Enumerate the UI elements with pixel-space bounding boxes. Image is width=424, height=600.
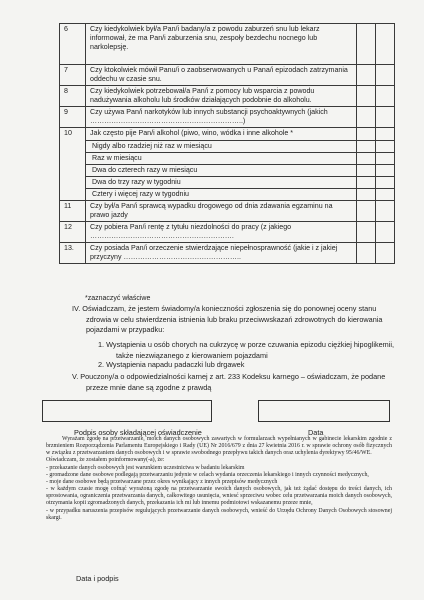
gdpr-paragraph: - moje dane osobowe będą przetwarzane przez okres wynikający z innych przepisów medycznych	[46, 478, 278, 485]
question-text: Jak często pije Pan/i alkohol (piwo, wino, wódka i inne alkohole *	[86, 128, 357, 141]
table-row	[60, 189, 395, 201]
declaration-item-text: 2. Wystąpienia napadu padaczki lub drgawek	[98, 360, 245, 369]
answer-cell	[357, 222, 376, 243]
table-row	[60, 153, 395, 165]
question-number: 7	[60, 65, 86, 86]
answer-cell	[357, 65, 376, 86]
answer-cell	[376, 177, 395, 189]
gdpr-paragraph: - przekazanie danych osobowych jest warunkiem uczestnictwa w badaniu lekarskim	[46, 464, 245, 471]
answer-cell	[376, 189, 395, 201]
date-and-signature-label: Data i podpis	[76, 574, 119, 583]
gdpr-paragraph: - w przypadku naruszenia przepisów regulujących przetwarzanie danych osobowych, wnieść do Urzędu Ochrony Danych Osobowych stosownej skargi.	[46, 507, 392, 521]
gdpr-paragraph: Wyrażam zgodę na przetwarzanie, moich danych osobowych zawartych w formularzach wypełnianych w gabinecie lekarskim zgodnie z brzmieniem Rozporządzenia Parlamentu Europejskiego i Rady (UE) Nr 2016/679 z dnia 27 kwietnia 2016 r. w sprawie ochrony osób fizycznych w związku z przetwarzaniem danych osobowych i w sprawie swobodnego przepływu takich danych oraz uchylenia dyrektywy 95/46/WE.	[46, 436, 392, 457]
answer-cell	[357, 165, 376, 177]
table-row	[60, 86, 395, 107]
answer-cell	[357, 141, 376, 153]
answer-cell	[357, 24, 376, 65]
answer-cell	[376, 24, 395, 65]
answer-option: Raz w miesiącu	[86, 153, 357, 165]
signature-field[interactable]	[42, 400, 212, 422]
question-number: 12	[60, 222, 86, 243]
date-label: Data	[308, 428, 324, 437]
answer-option: Nigdy albo rzadziej niż raz w miesiącu	[86, 141, 357, 153]
table-row	[60, 177, 395, 189]
declaration-item-text: 1. Wystąpienia u osób chorych na cukrzycę w porze czuwania epizodu ciężkiej hipoglikemii,	[98, 340, 395, 349]
declaration-line: zdrowia w celu stwierdzenia istnienia lub braku przeciwwskazań zdrowotnych do kierowania	[86, 314, 383, 324]
gdpr-paragraph: - w każdym czasie mogę cofnąć wyrażoną zgodę na przetwarzanie swoich danych osobowych, jak też żądać dostępu do treści danych, ich sprostowania, ograniczenia przetwarzania danych, całkowitego usunięcia, wniesć sprzeciwu wobec celu przetwarzania moich danych osobowych, otrzymania kopii zgromadzonych danych, przekazania ich mi lub innemu podmiotowi wskazanemu przeze mnie,	[46, 486, 392, 507]
answer-cell	[376, 222, 395, 243]
health-questionnaire-table	[59, 23, 395, 264]
perjury-notice	[72, 372, 402, 393]
gdpr-paragraph: Oświadczam, że zostałem poinformowany(-a), że:	[46, 457, 165, 464]
answer-cell	[376, 165, 395, 177]
answer-cell	[376, 86, 395, 107]
answer-cell	[376, 243, 395, 264]
answer-cell	[376, 65, 395, 86]
question-text: Czy kiedykolwiek był/a Pan/i badany/a z powodu zaburzeń snu lub lekarz informował, że ma Pan/i zaburzenia snu, zespoły bezdechu nocnego lub narkolepsję.	[86, 24, 357, 65]
answer-cell	[357, 177, 376, 189]
table-row	[60, 141, 395, 153]
answer-cell	[376, 128, 395, 141]
declaration-line: pojazdami w przypadku:	[86, 325, 165, 335]
question-text: Czy był/a Pan/i sprawcą wypadku drogowego od dnia zdawania egzaminu na prawo jazdy	[86, 201, 357, 222]
declaration-item-text: także niezwiązanego z kierowaniem pojazdami	[116, 350, 268, 360]
question-number: 11	[60, 201, 86, 222]
table-row	[60, 128, 395, 141]
footnote: *zaznaczyć właściwe	[85, 295, 151, 302]
declaration-item-1	[98, 340, 398, 361]
answer-option: Dwa do czterech razy w miesiącu	[86, 165, 357, 177]
table-row	[60, 201, 395, 222]
question-number: 6	[60, 24, 86, 65]
question-number: 9	[60, 107, 86, 128]
question-text: Czy pobiera Pan/i rentę z tytułu niezdolności do pracy (z jakiego …………………………………………………….	[86, 222, 357, 243]
signature-label: Podpis osoby składającej oświadczenie	[74, 428, 202, 437]
answer-option: Cztery i więcej razy w tygodniu	[86, 189, 357, 201]
question-text: Czy używa Pan/i narkotyków lub innych substancji psychoaktywnych (jakich ………………………………………………………..)	[86, 107, 357, 128]
answer-cell	[357, 86, 376, 107]
answer-cell	[376, 141, 395, 153]
question-text: Czy posiada Pan/i orzeczenie stwierdzające niepełnosprawność (jakie i z jakiej przyczyny …………………………………………..	[86, 243, 357, 264]
table-row	[60, 24, 395, 65]
perjury-line: przeze mnie dane są zgodne z prawdą	[86, 382, 212, 392]
table-row	[60, 65, 395, 86]
question-text: Czy kiedykolwiek potrzebował/a Pan/i z pomocy lub wsparcia z powodu nadużywania alkoholu lub środków działających podobnie do alkoholu.	[86, 86, 357, 107]
date-field[interactable]	[258, 400, 390, 422]
question-number: 13.	[60, 243, 86, 264]
answer-cell	[376, 201, 395, 222]
gdpr-consent-text	[46, 436, 392, 522]
table-row	[60, 165, 395, 177]
answer-cell	[357, 201, 376, 222]
answer-cell	[376, 107, 395, 128]
declaration-item-2	[98, 360, 398, 371]
answer-cell	[357, 128, 376, 141]
answer-cell	[357, 107, 376, 128]
declaration-section	[72, 304, 402, 336]
answer-cell	[376, 153, 395, 165]
answer-option: Dwa do trzy razy w tygodniu	[86, 177, 357, 189]
answer-cell	[357, 243, 376, 264]
declaration-line: IV. Oświadczam, że jestem świadomy/a konieczności zgłoszenia się do ponownej oceny stanu	[72, 304, 377, 313]
question-text: Czy ktokolwiek mówił Panu/i o zaobserwowanych u Pana/i epizodach zatrzymania oddechu w czasie snu.	[86, 65, 357, 86]
question-number: 8	[60, 86, 86, 107]
gdpr-paragraph: - gromadzone dane osobowe podlegają przetwarzaniu jedynie w celach wydania orzeczenia lekarskiego i innych czynności medycznych,	[46, 471, 369, 478]
answer-cell	[357, 189, 376, 201]
table-row	[60, 107, 395, 128]
perjury-line: V. Pouczony/a o odpowiedzialności karnej z art. 233 Kodeksu karnego – oświadczam, że podane	[72, 372, 386, 381]
answer-cell	[357, 153, 376, 165]
table-row	[60, 243, 395, 264]
table-row	[60, 222, 395, 243]
question-number: 10	[60, 128, 86, 141]
